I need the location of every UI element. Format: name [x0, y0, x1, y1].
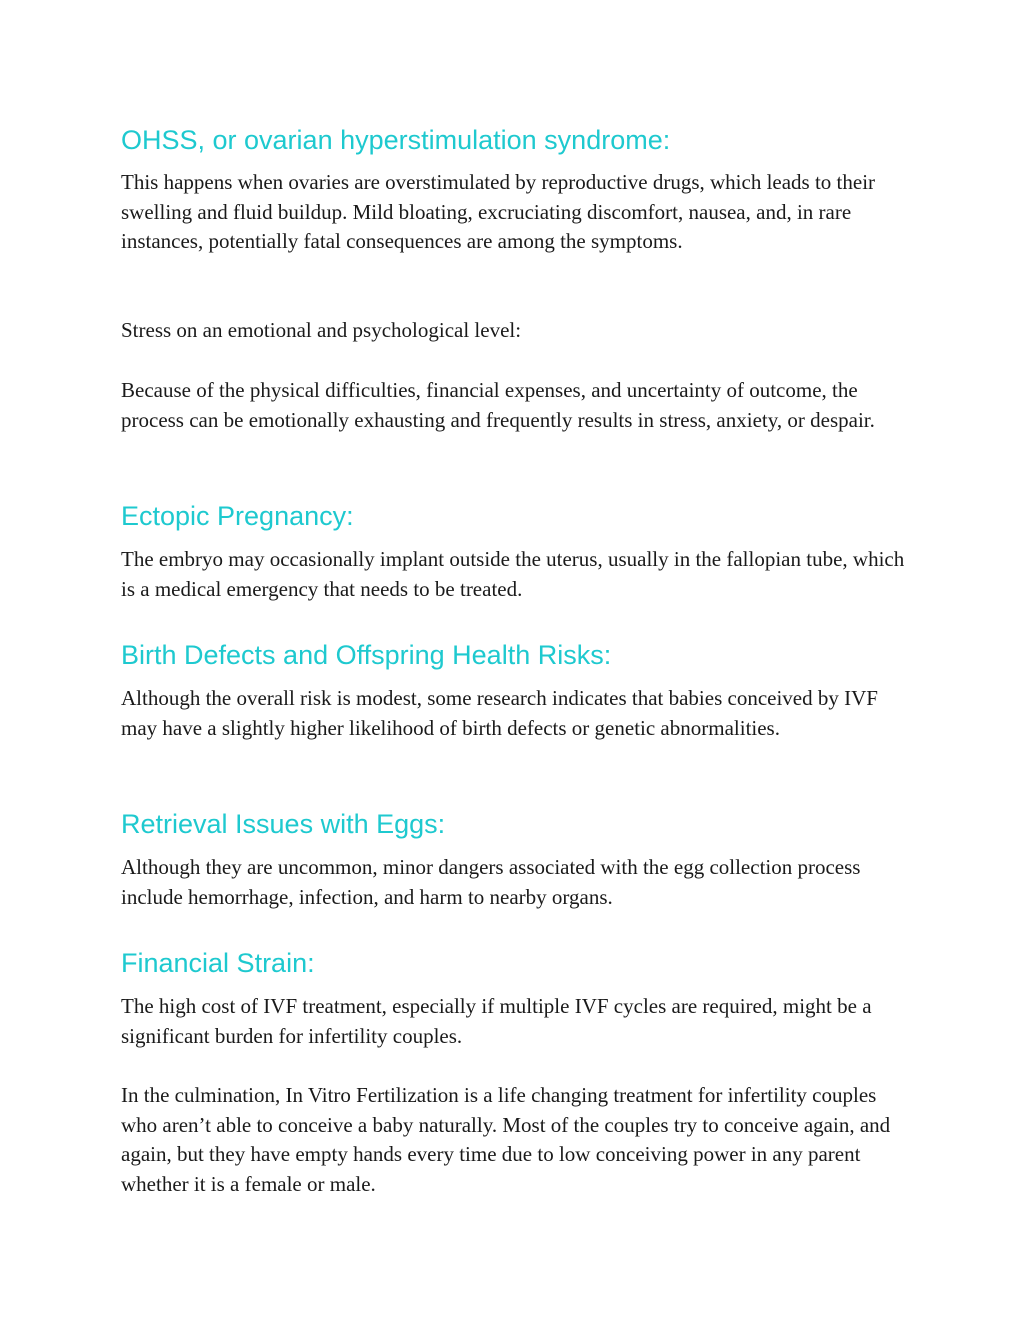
paragraph-retrieval-issues: Although they are uncommon, minor dangers associated with the egg collection process include hemorrhage, infection, and harm to nearby organs. [121, 855, 861, 909]
heading-retrieval-issues: Retrieval Issues with Eggs: [121, 809, 446, 839]
paragraph-conclusion: In the culmination, In Vitro Fertilization is a life changing treatment for infertility couples who aren’t able to conceive a baby naturally. Most of the couples try to conceive again, and again, but they have empty hands every time due to low conceiving power in any parent whether it is a female or male. [121, 1083, 891, 1197]
paragraph-stress-title: Stress on an emotional and psychological level: [121, 318, 522, 342]
paragraph-ohss: This happens when ovaries are overstimulated by reproductive drugs, which leads to their swelling and fluid buildup. Mild bloating, excruciating discomfort, nausea, and, in rare instances, potentially fatal consequences are among the symptoms. [121, 170, 876, 254]
heading-financial-strain: Financial Strain: [121, 948, 315, 978]
heading-ohss: OHSS, or ovarian hyperstimulation syndrome: [121, 125, 671, 155]
paragraph-financial-strain: The high cost of IVF treatment, especially if multiple IVF cycles are required, might be a significant burden for infertility couples. [121, 994, 872, 1048]
paragraph-stress: Because of the physical difficulties, financial expenses, and uncertainty of outcome, the process can be emotionally exhausting and frequently results in stress, anxiety, or despair. [121, 378, 875, 432]
heading-birth-defects: Birth Defects and Offspring Health Risks: [121, 640, 612, 670]
paragraph-ectopic-pregnancy: The embryo may occasionally implant outside the uterus, usually in the fallopian tube, which is a medical emergency that needs to be treated. [121, 547, 905, 601]
heading-ectopic-pregnancy: Ectopic Pregnancy: [121, 501, 354, 531]
paragraph-birth-defects: Although the overall risk is modest, some research indicates that babies conceived by IVF may have a slightly higher likelihood of birth defects or genetic abnormalities. [121, 686, 878, 740]
